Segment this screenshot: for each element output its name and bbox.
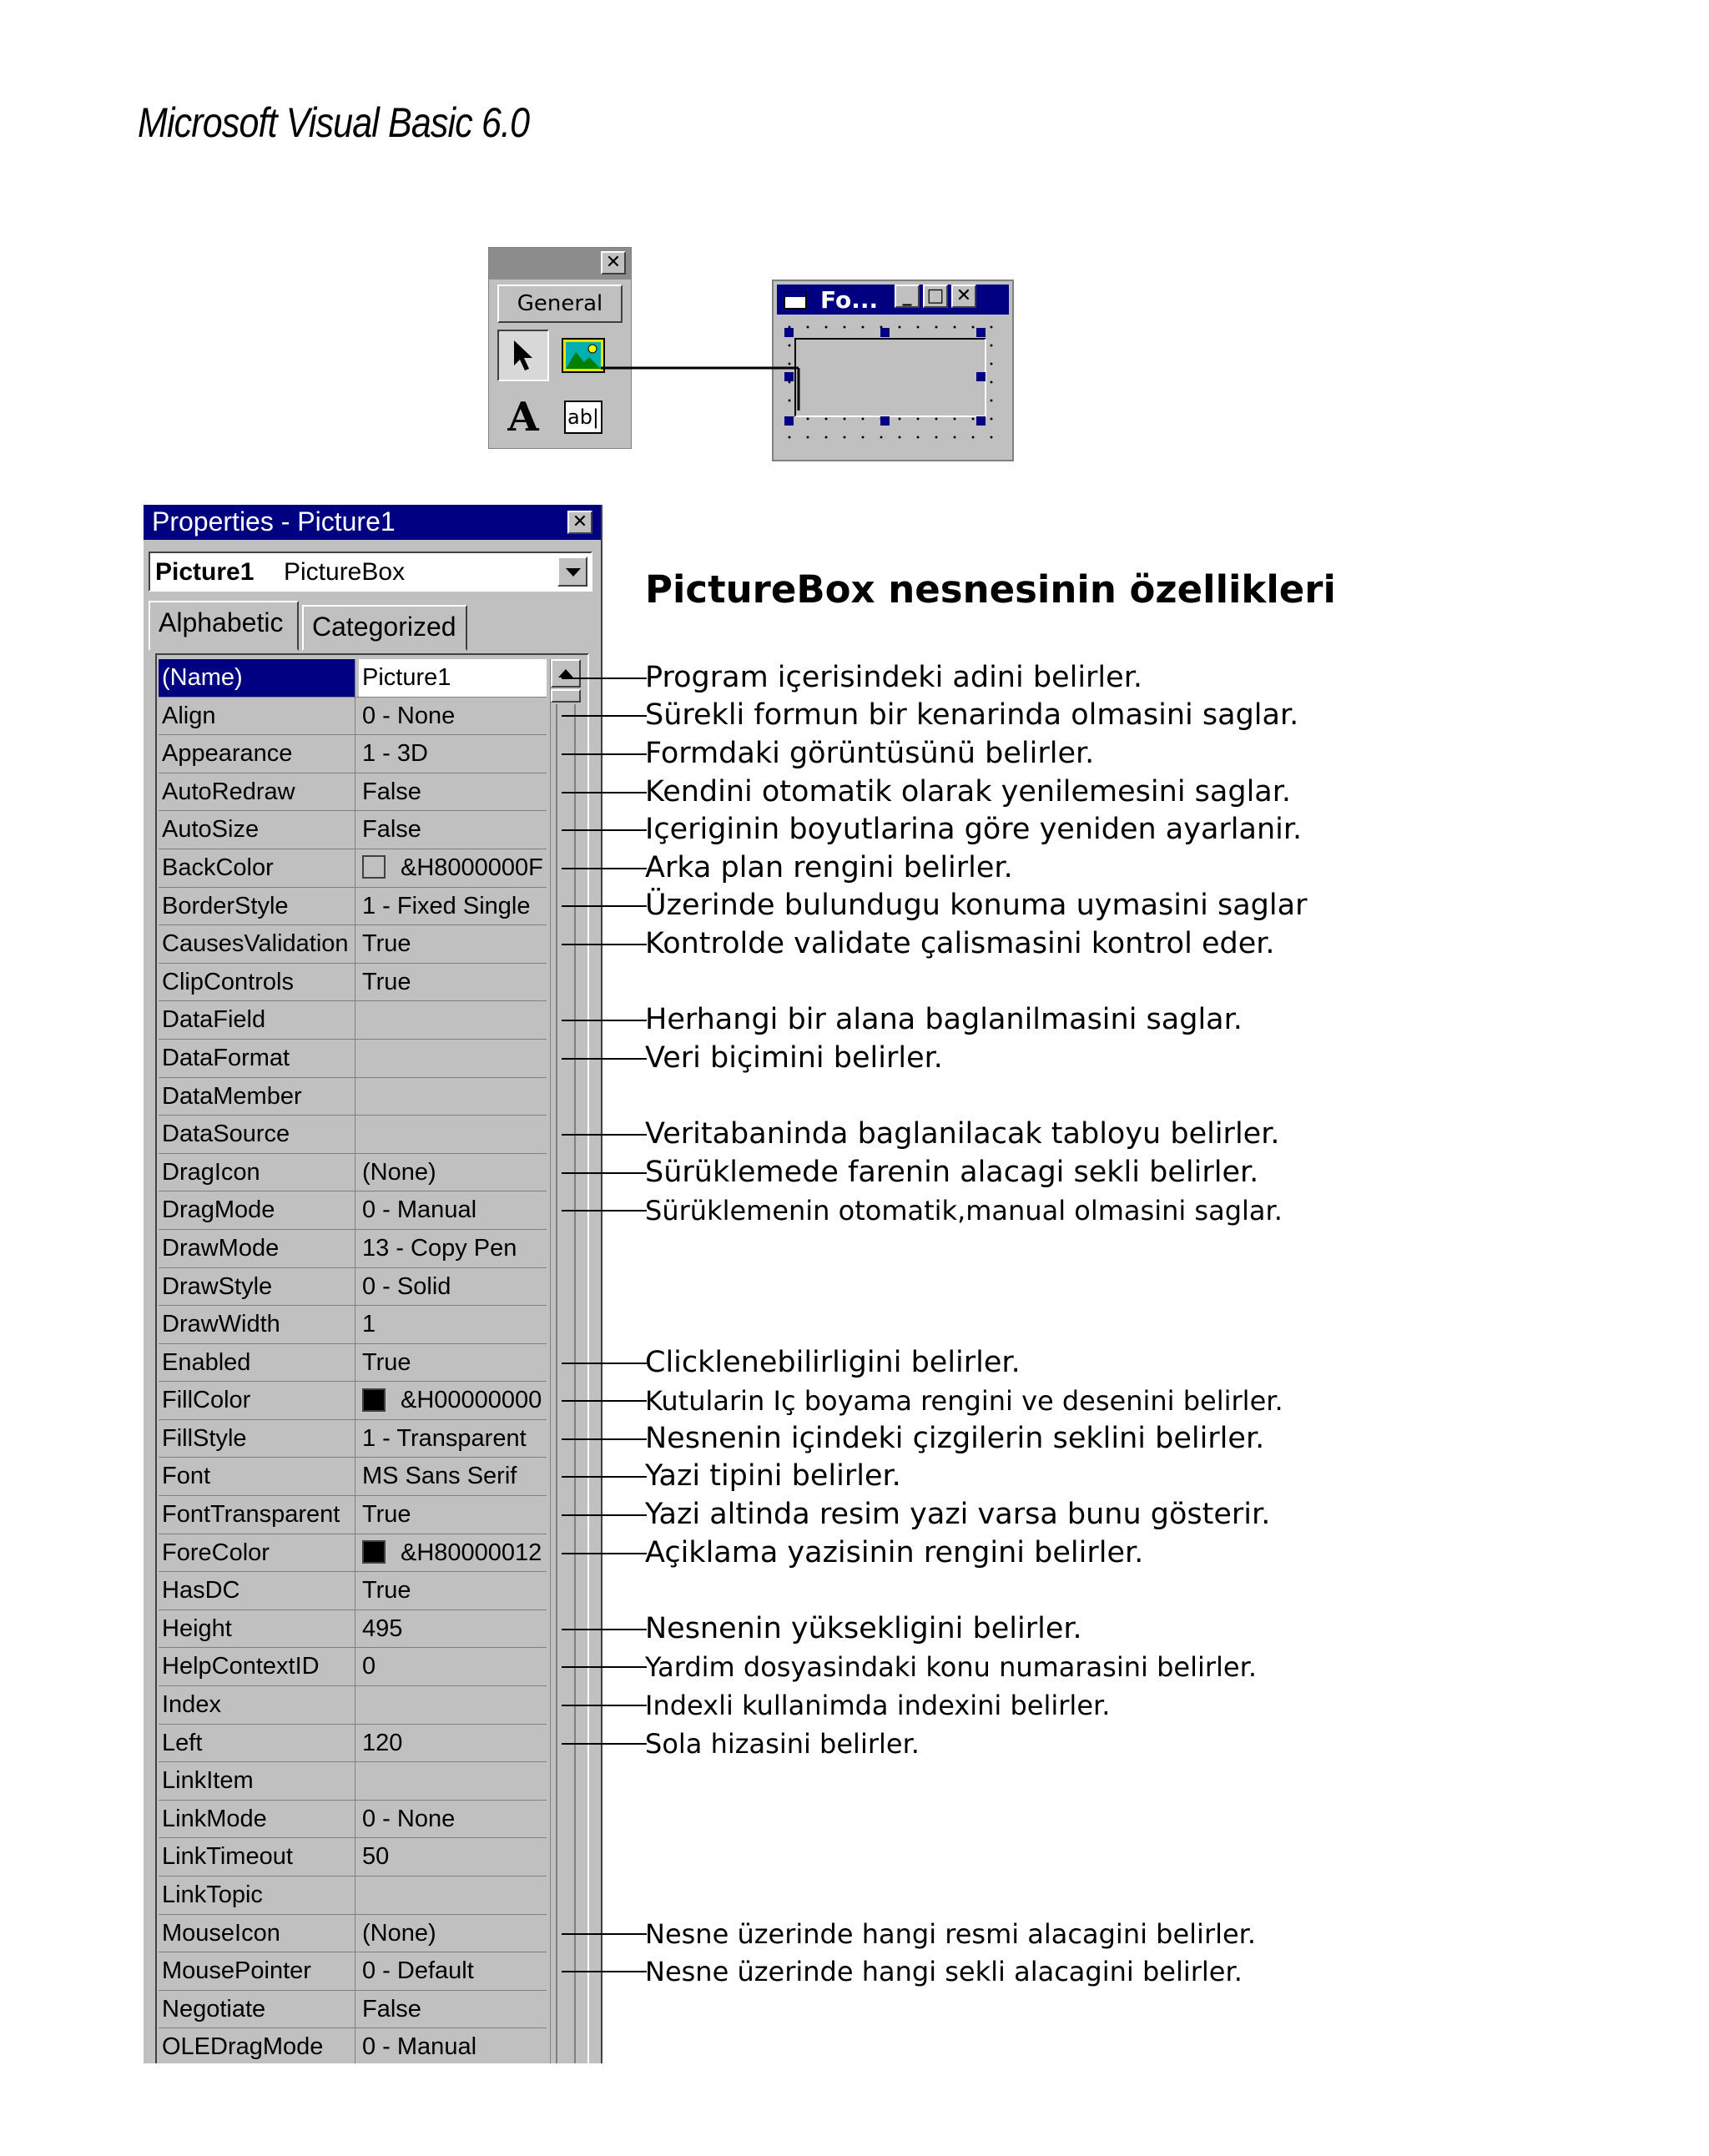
property-description: Nesne üzerinde hangi resmi alacagini belirler. xyxy=(645,1917,1257,1950)
leader-line xyxy=(562,1553,647,1554)
property-value-text: 0 - Manual xyxy=(362,1196,477,1224)
property-name[interactable]: (Name) xyxy=(159,659,355,697)
property-value-text: 1 - 3D xyxy=(362,740,428,768)
property-value-text: 0 - Default xyxy=(362,1957,474,1985)
form-window-icon xyxy=(784,291,807,310)
property-value[interactable] xyxy=(359,1230,547,1267)
resize-handle[interactable] xyxy=(976,372,986,381)
leader-line xyxy=(562,944,647,945)
property-value[interactable] xyxy=(359,698,547,735)
picturebox-icon xyxy=(561,337,606,374)
leader-line xyxy=(562,1363,647,1364)
property-row[interactable] xyxy=(159,1496,547,1534)
property-description: Açiklama yazisinin rengini belirler. xyxy=(645,1535,1144,1569)
property-description: Veritabaninda baglanilacak tabloyu belirler. xyxy=(645,1117,1280,1151)
property-value[interactable] xyxy=(359,1078,547,1116)
property-row[interactable] xyxy=(159,1686,547,1725)
property-name[interactable]: Height xyxy=(159,1610,355,1648)
property-value[interactable] xyxy=(359,1991,547,2028)
form-title-text: Fo... xyxy=(820,286,879,314)
property-value-text: (None) xyxy=(362,1158,436,1186)
tab-categorized[interactable]: Categorized xyxy=(302,605,467,651)
property-value-text: True xyxy=(362,1348,411,1376)
property-name[interactable]: Align xyxy=(159,698,355,735)
property-description: Kontrolde validate çalismasini kontrol eder. xyxy=(645,927,1275,960)
property-row[interactable] xyxy=(159,1230,547,1268)
pointer-arrow-icon xyxy=(511,339,536,372)
property-description: Yardim dosyasindaki konu numarasini belirler. xyxy=(645,1651,1257,1684)
property-value-text: &H00000000 xyxy=(401,1387,542,1414)
leader-line xyxy=(562,829,647,831)
property-value-text: True xyxy=(362,930,411,958)
properties-window xyxy=(144,505,602,2063)
form-window xyxy=(772,280,1014,461)
property-name[interactable]: DragIcon xyxy=(159,1154,355,1191)
properties-close-button[interactable]: ✕ xyxy=(567,511,592,534)
property-row[interactable] xyxy=(159,1801,547,1839)
property-name[interactable]: DataField xyxy=(159,1001,355,1039)
property-description: Yazi tipini belirler. xyxy=(645,1459,901,1494)
property-row[interactable] xyxy=(159,1001,547,1040)
property-description: Sürekli formun bir kenarinda olmasini saglar. xyxy=(645,698,1299,733)
property-value[interactable] xyxy=(359,1952,547,1990)
resize-handle[interactable] xyxy=(976,328,986,337)
object-select-combo[interactable] xyxy=(149,552,592,592)
property-description: Arka plan rengini belirler. xyxy=(645,850,1013,884)
property-value[interactable] xyxy=(359,1306,547,1343)
property-row[interactable] xyxy=(159,1344,547,1383)
leader-line xyxy=(562,1134,647,1136)
property-value-text: Picture1 xyxy=(362,664,451,691)
property-value[interactable] xyxy=(359,1648,547,1685)
property-name[interactable]: FontTransparent xyxy=(159,1496,355,1534)
property-name[interactable]: MousePointer xyxy=(159,1952,355,1990)
color-swatch-icon xyxy=(362,1388,386,1412)
property-value-text: 1 - Fixed Single xyxy=(362,892,531,919)
form-close-button[interactable]: ✕ xyxy=(951,285,976,308)
property-value[interactable] xyxy=(359,1040,547,1077)
textbox-tool-button[interactable] xyxy=(557,391,609,443)
property-row[interactable] xyxy=(159,1534,547,1573)
property-name[interactable]: Font xyxy=(159,1458,355,1495)
property-name[interactable]: CausesValidation xyxy=(159,925,355,963)
property-name[interactable]: LinkMode xyxy=(159,1801,355,1838)
scroll-thumb[interactable] xyxy=(551,689,581,703)
property-value[interactable] xyxy=(359,1838,547,1876)
leader-line xyxy=(562,1058,647,1060)
property-description: Sürüklemede farenin alacagi sekli belirler. xyxy=(645,1155,1259,1189)
property-value-text: 120 xyxy=(362,1729,403,1756)
property-value-text: True xyxy=(362,968,411,995)
property-name[interactable]: DrawMode xyxy=(159,1230,355,1267)
leader-line xyxy=(562,1020,647,1021)
property-value[interactable] xyxy=(359,1762,547,1800)
document-title: Microsoft Visual Basic 6.0 xyxy=(138,99,530,146)
property-description: Yazi altinda resim yazi varsa bunu gösterir. xyxy=(645,1498,1271,1531)
property-row[interactable] xyxy=(159,2028,547,2063)
textbox-tool-icon: ab| xyxy=(564,400,602,434)
properties-title-bar[interactable] xyxy=(144,505,601,540)
property-row[interactable] xyxy=(159,1725,547,1763)
resize-handle[interactable] xyxy=(784,328,794,337)
property-description: Program içerisindeki adini belirler. xyxy=(645,660,1142,694)
property-row[interactable] xyxy=(159,1952,547,1991)
property-value-text: 0 xyxy=(362,1653,376,1680)
properties-title-text: Properties - Picture1 xyxy=(152,506,396,536)
property-value[interactable] xyxy=(359,773,547,811)
property-value-text: 0 - Manual xyxy=(362,2033,477,2061)
resize-handle[interactable] xyxy=(880,416,890,426)
leader-line xyxy=(562,1400,647,1402)
section-heading: PictureBox nesnesinin özellikleri xyxy=(645,567,1336,612)
property-value[interactable] xyxy=(359,1154,547,1191)
property-row[interactable] xyxy=(159,1762,547,1801)
property-name[interactable]: MouseIcon xyxy=(159,1915,355,1952)
resize-handle[interactable] xyxy=(976,416,986,426)
property-description: Herhangi bir alana baglanilmasini saglar. xyxy=(645,1003,1243,1037)
leader-line xyxy=(562,792,647,793)
property-name[interactable]: DrawStyle xyxy=(159,1268,355,1306)
property-value[interactable] xyxy=(359,735,547,773)
leader-line xyxy=(562,753,647,755)
property-description: Veri biçimini belirler. xyxy=(645,1040,943,1075)
leader-line xyxy=(562,1933,647,1935)
scroll-up-icon[interactable] xyxy=(551,659,581,688)
property-row[interactable] xyxy=(159,964,547,1002)
property-value[interactable] xyxy=(359,1420,547,1458)
label-tool-button[interactable]: A xyxy=(507,394,539,441)
property-value[interactable] xyxy=(359,849,547,887)
property-name[interactable]: OLEDragMode xyxy=(159,2028,355,2063)
property-description: Indexli kullanimda indexini belirler. xyxy=(645,1690,1111,1721)
property-row[interactable] xyxy=(159,1991,547,2029)
properties-scrollbar[interactable] xyxy=(550,659,581,2063)
color-swatch-icon xyxy=(362,855,386,879)
property-value-text: True xyxy=(362,1577,411,1604)
object-type: PictureBox xyxy=(284,558,406,586)
property-name[interactable]: FillStyle xyxy=(159,1420,355,1458)
property-value[interactable] xyxy=(359,1915,547,1952)
leader-line xyxy=(562,868,647,869)
leader-line xyxy=(562,1743,647,1745)
property-name[interactable]: Index xyxy=(159,1686,355,1724)
leader-line xyxy=(562,1705,647,1706)
properties-grid xyxy=(155,653,589,2063)
property-value[interactable] xyxy=(359,1458,547,1495)
property-value-text: 1 - Transparent xyxy=(362,1424,527,1452)
property-row[interactable] xyxy=(159,1191,547,1230)
property-row[interactable] xyxy=(159,1648,547,1686)
property-description: Nesne üzerinde hangi sekli alacagini belirler. xyxy=(645,1956,1243,1988)
property-name[interactable]: FillColor xyxy=(159,1382,355,1419)
leader-line xyxy=(562,1666,647,1668)
leader-line xyxy=(562,905,647,907)
property-description: Kutularin Iç boyama rengini ve desenini belirler. xyxy=(645,1385,1283,1418)
property-row[interactable] xyxy=(159,1116,547,1154)
leader-line xyxy=(562,1210,647,1211)
leader-line xyxy=(562,715,647,717)
property-row[interactable] xyxy=(159,849,547,888)
property-value-text: &H8000000F xyxy=(401,854,543,881)
property-row[interactable] xyxy=(159,1838,547,1876)
property-value-text: 0 - Solid xyxy=(362,1272,451,1300)
color-swatch-icon xyxy=(362,1540,386,1564)
property-name[interactable]: LinkTopic xyxy=(159,1876,355,1914)
property-value[interactable] xyxy=(359,1344,547,1382)
property-value[interactable] xyxy=(359,1382,547,1419)
tab-alphabetic[interactable]: Alphabetic xyxy=(149,601,299,651)
property-value[interactable] xyxy=(359,1001,547,1039)
property-value-text: False xyxy=(362,778,421,805)
property-value-text: False xyxy=(362,1995,421,2023)
property-value[interactable] xyxy=(359,1876,547,1914)
property-name[interactable]: LinkItem xyxy=(159,1762,355,1800)
property-value-text: 50 xyxy=(362,1843,390,1871)
property-row[interactable] xyxy=(159,1876,547,1915)
property-value-text: False xyxy=(362,816,421,844)
property-value-text: &H80000012 xyxy=(401,1539,542,1566)
property-name[interactable]: Negotiate xyxy=(159,1991,355,2028)
property-description: Nesnenin yüksekligini belirler. xyxy=(645,1611,1082,1645)
property-description: Formdaki görüntüsünü belirler. xyxy=(645,737,1095,770)
property-value[interactable] xyxy=(359,888,547,925)
property-name[interactable]: BackColor xyxy=(159,849,355,887)
property-value[interactable] xyxy=(359,659,547,697)
property-description: Nesnenin içindeki çizgilerin seklini belirler. xyxy=(645,1421,1265,1455)
property-name[interactable]: HasDC xyxy=(159,1572,355,1609)
picturebox-tool-button[interactable] xyxy=(557,330,609,381)
property-description: Sürüklemenin otomatik,manual olmasini saglar. xyxy=(645,1195,1283,1227)
property-description: Sola hizasini belirler. xyxy=(645,1727,920,1760)
property-value[interactable] xyxy=(359,1496,547,1534)
property-row[interactable] xyxy=(159,925,547,964)
leader-line xyxy=(562,1172,647,1174)
toolbox-close-button[interactable]: ✕ xyxy=(601,251,626,275)
leader-line xyxy=(562,1514,647,1516)
property-value[interactable] xyxy=(359,811,547,849)
property-value[interactable] xyxy=(359,2028,547,2063)
picturebox-control[interactable] xyxy=(794,338,986,417)
property-description: Üzerinde bulundugu konuma uymasini saglar xyxy=(645,889,1308,923)
property-row[interactable] xyxy=(159,811,547,849)
property-value[interactable] xyxy=(359,1191,547,1229)
property-name[interactable]: LinkTimeout xyxy=(159,1838,355,1876)
property-value-text: (None) xyxy=(362,1919,436,1947)
property-value-text: 0 - None xyxy=(362,1805,456,1832)
leader-line xyxy=(562,1438,647,1440)
property-name[interactable]: BorderStyle xyxy=(159,888,355,925)
object-name: Picture1 xyxy=(155,558,255,586)
property-value[interactable] xyxy=(359,1725,547,1762)
property-row[interactable] xyxy=(159,1078,547,1116)
property-rows xyxy=(159,659,547,2063)
property-name[interactable]: DataFormat xyxy=(159,1040,355,1077)
leader-line xyxy=(562,1629,647,1630)
property-description: Kendini otomatik olarak yenilemesini saglar. xyxy=(645,774,1292,808)
property-name[interactable]: DataMember xyxy=(159,1078,355,1116)
property-row[interactable] xyxy=(159,888,547,926)
pointer-tool-button[interactable] xyxy=(497,330,549,381)
property-value[interactable] xyxy=(359,1686,547,1724)
property-value[interactable] xyxy=(359,1116,547,1153)
form-maximize-button[interactable]: □ xyxy=(923,285,948,308)
property-name[interactable]: HelpContextID xyxy=(159,1648,355,1685)
property-value-text: True xyxy=(362,1501,411,1529)
toolbox-general-tab[interactable]: General xyxy=(497,285,623,323)
property-name[interactable]: ForeColor xyxy=(159,1534,355,1572)
property-row[interactable] xyxy=(159,735,547,773)
property-value[interactable] xyxy=(359,925,547,963)
property-row[interactable] xyxy=(159,1572,547,1610)
leader-line xyxy=(562,1971,647,1972)
property-value[interactable] xyxy=(359,1572,547,1609)
property-row[interactable] xyxy=(159,1382,547,1420)
property-row[interactable] xyxy=(159,773,547,812)
leader-line xyxy=(562,678,647,679)
property-value-text: 1 xyxy=(362,1311,376,1338)
property-name[interactable]: Left xyxy=(159,1725,355,1762)
property-name[interactable]: DragMode xyxy=(159,1191,355,1229)
property-name[interactable]: DrawWidth xyxy=(159,1306,355,1343)
property-value[interactable] xyxy=(359,1801,547,1838)
property-value[interactable] xyxy=(359,964,547,1001)
property-description: Clicklenebilirligini belirler. xyxy=(645,1345,1021,1379)
property-name[interactable]: Enabled xyxy=(159,1344,355,1382)
property-name[interactable]: ClipControls xyxy=(159,964,355,1001)
scroll-track[interactable] xyxy=(556,704,576,2063)
resize-handle[interactable] xyxy=(784,372,794,381)
property-name[interactable]: DataSource xyxy=(159,1116,355,1153)
property-value-text: 495 xyxy=(362,1614,403,1642)
property-value-text: 13 - Copy Pen xyxy=(362,1234,517,1262)
resize-handle[interactable] xyxy=(784,416,794,426)
property-name[interactable]: AutoRedraw xyxy=(159,773,355,811)
property-name[interactable]: Appearance xyxy=(159,735,355,773)
property-row[interactable] xyxy=(159,1154,547,1192)
property-row[interactable] xyxy=(159,1306,547,1344)
form-minimize-button[interactable]: _ xyxy=(895,285,920,308)
property-row[interactable] xyxy=(159,1458,547,1496)
resize-handle[interactable] xyxy=(880,328,890,337)
property-row[interactable] xyxy=(159,659,547,698)
leader-line xyxy=(562,1476,647,1478)
property-row[interactable] xyxy=(159,1040,547,1078)
property-name[interactable]: AutoSize xyxy=(159,811,355,849)
property-row[interactable] xyxy=(159,1268,547,1307)
property-value[interactable] xyxy=(359,1268,547,1306)
property-row[interactable] xyxy=(159,1420,547,1458)
property-row[interactable] xyxy=(159,698,547,736)
property-value-text: MS Sans Serif xyxy=(362,1463,517,1490)
property-value-text: 0 - None xyxy=(362,702,456,729)
property-value[interactable] xyxy=(359,1534,547,1572)
property-value[interactable] xyxy=(359,1610,547,1648)
property-description: Içeriginin boyutlarina göre yeniden ayarlanir. xyxy=(645,813,1303,847)
toolbox-window xyxy=(488,247,632,449)
property-row[interactable] xyxy=(159,1915,547,1953)
property-row[interactable] xyxy=(159,1610,547,1649)
chevron-down-icon[interactable] xyxy=(557,557,587,587)
